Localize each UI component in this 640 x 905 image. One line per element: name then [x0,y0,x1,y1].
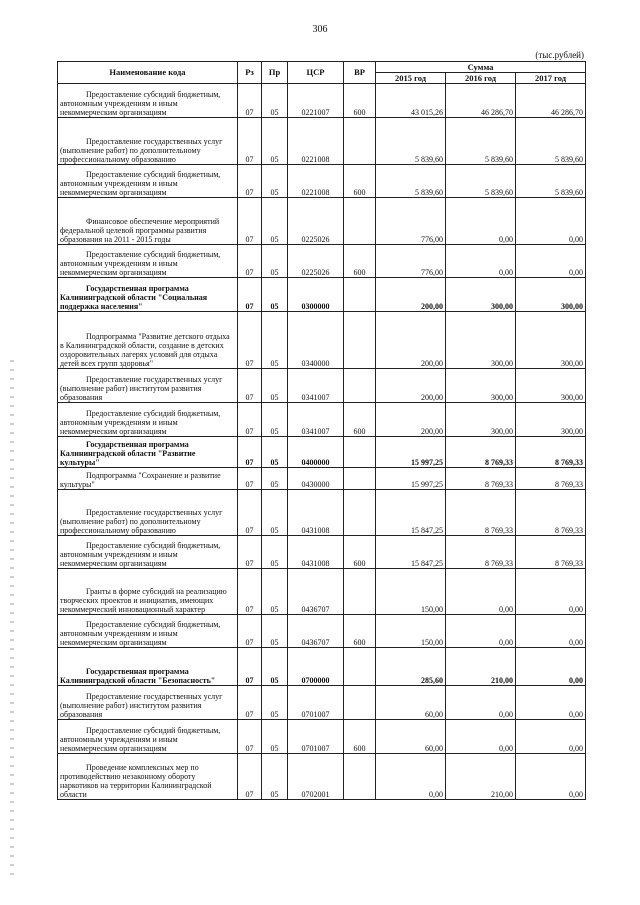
row-sum-2016: 300,00 [446,369,516,403]
row-pr: 05 [262,468,288,490]
table-row [58,468,586,490]
table-row [58,569,586,615]
row-csr: 0700000 [288,648,344,686]
row-sum-2015: 776,00 [376,245,446,278]
row-sum-2015: 200,00 [376,369,446,403]
row-vr [344,278,376,312]
row-rz: 07 [238,165,262,198]
row-sum-2017: 0,00 [516,198,586,245]
row-sum-2015: 150,00 [376,615,446,648]
row-rz: 07 [238,437,262,468]
header-2015: 2015 год [376,73,446,84]
row-csr: 0701007 [288,720,344,754]
table-row [58,720,586,754]
table-row [58,278,586,312]
row-vr [344,686,376,720]
row-rz: 07 [238,754,262,800]
row-sum-2015: 15 847,25 [376,490,446,536]
row-sum-2016: 0,00 [446,198,516,245]
row-sum-2016: 8 769,33 [446,490,516,536]
row-csr: 0340000 [288,312,344,369]
row-sum-2015: 200,00 [376,403,446,437]
header-2017: 2017 год [516,73,586,84]
row-pr: 05 [262,648,288,686]
header-vr: ВР [344,62,376,84]
row-csr: 0225026 [288,198,344,245]
row-vr [344,437,376,468]
row-sum-2015: 200,00 [376,278,446,312]
row-pr: 05 [262,369,288,403]
row-sum-2017: 0,00 [516,615,586,648]
row-pr: 05 [262,490,288,536]
row-rz: 07 [238,312,262,369]
row-csr: 0430000 [288,468,344,490]
row-vr [344,569,376,615]
row-sum-2015: 285,60 [376,648,446,686]
row-pr: 05 [262,686,288,720]
row-sum-2015: 150,00 [376,569,446,615]
row-sum-2015: 15 997,25 [376,437,446,468]
row-sum-2017: 0,00 [516,569,586,615]
table-row [58,648,586,686]
table-row [58,245,586,278]
row-csr: 0341007 [288,403,344,437]
row-rz: 07 [238,648,262,686]
table-row [58,490,586,536]
row-sum-2016: 0,00 [446,686,516,720]
table-row [58,536,586,569]
row-rz: 07 [238,615,262,648]
row-sum-2017: 5 839,60 [516,165,586,198]
row-sum-2016: 8 769,33 [446,437,516,468]
row-sum-2017: 46 286,70 [516,84,586,118]
row-csr: 0221008 [288,165,344,198]
table-row [58,84,586,118]
row-vr [344,312,376,369]
row-name: Предоставление субсидий бюджетным, автономным учреждениям и иным некоммерческим организациям [60,726,221,753]
row-rz: 07 [238,198,262,245]
row-csr: 0431008 [288,490,344,536]
row-sum-2015: 200,00 [376,312,446,369]
row-sum-2016: 0,00 [446,720,516,754]
row-name: Государственная программа Калининградской области "Безопасность" [60,667,216,685]
row-vr [344,754,376,800]
row-sum-2015: 60,00 [376,720,446,754]
row-rz: 07 [238,569,262,615]
row-sum-2017: 0,00 [516,245,586,278]
row-pr: 05 [262,118,288,165]
row-sum-2016: 210,00 [446,648,516,686]
row-pr: 05 [262,536,288,569]
row-pr: 05 [262,198,288,245]
row-sum-2017: 0,00 [516,686,586,720]
row-sum-2017: 0,00 [516,754,586,800]
row-name: Предоставление субсидий бюджетным, автономным учреждениям и иным некоммерческим организациям [60,620,221,647]
row-vr [344,648,376,686]
row-rz: 07 [238,278,262,312]
row-name: Предоставление государственных услуг (выполнение работ) институтом развития образования [60,692,223,719]
row-sum-2017: 0,00 [516,648,586,686]
table-row [58,198,586,245]
table-row [58,437,586,468]
row-rz: 07 [238,118,262,165]
row-rz: 07 [238,536,262,569]
row-rz: 07 [238,245,262,278]
row-name: Государственная программа Калининградской области "Развитие культуры" [60,440,196,467]
row-pr: 05 [262,312,288,369]
row-sum-2016: 5 839,60 [446,165,516,198]
row-name: Предоставление государственных услуг (выполнение работ) институтом развития образования [60,375,223,402]
row-sum-2016: 8 769,33 [446,536,516,569]
row-sum-2015: 776,00 [376,198,446,245]
row-csr: 0702001 [288,754,344,800]
row-vr [344,468,376,490]
units-label: (тыс.рублей) [535,50,584,60]
row-sum-2016: 210,00 [446,754,516,800]
row-pr: 05 [262,165,288,198]
header-csr: ЦСР [288,62,344,84]
header-2016: 2016 год [446,73,516,84]
row-name: Гранты в форме субсидий на реализацию творческих проектов и инициатив, имеющих некоммерческий инновационный характер [60,587,227,614]
row-vr: 600 [344,403,376,437]
row-vr: 600 [344,720,376,754]
row-vr [344,490,376,536]
row-name: Предоставление субсидий бюджетным, автономным учреждениям и иным некоммерческим организациям [60,541,221,568]
scan-margin-dots [10,360,14,880]
row-pr: 05 [262,720,288,754]
row-sum-2016: 5 839,60 [446,118,516,165]
row-sum-2015: 15 847,25 [376,536,446,569]
row-csr: 0221008 [288,118,344,165]
row-name: Государственная программа Калининградской области "Социальная поддержка населения" [60,284,208,311]
row-rz: 07 [238,468,262,490]
budget-table [57,61,586,800]
row-sum-2017: 300,00 [516,278,586,312]
table-row [58,686,586,720]
row-name: Предоставление государственных услуг (выполнение работ) по дополнительному профессиональному образованию [60,137,223,164]
header-name: Наименование кода [58,62,238,84]
row-csr: 0400000 [288,437,344,468]
row-sum-2015: 5 839,60 [376,165,446,198]
row-sum-2017: 8 769,33 [516,536,586,569]
row-pr: 05 [262,403,288,437]
row-sum-2016: 300,00 [446,403,516,437]
row-sum-2017: 300,00 [516,403,586,437]
row-rz: 07 [238,403,262,437]
row-rz: 07 [238,686,262,720]
row-vr: 600 [344,165,376,198]
row-sum-2017: 0,00 [516,720,586,754]
header-sum: Сумма [376,62,586,73]
header-pr: Пр [262,62,288,84]
row-name: Предоставление субсидий бюджетным, автономным учреждениям и иным некоммерческим организациям [60,250,221,277]
row-rz: 07 [238,490,262,536]
table-row [58,369,586,403]
row-csr: 0701007 [288,686,344,720]
row-sum-2015: 15 997,25 [376,468,446,490]
row-sum-2016: 300,00 [446,278,516,312]
row-name: Подпрограмма "Развитие детского отдыха в Калининградской области, создание в детских оздоровительных лагерях условий для отдыха детей всех групп здоровья" [60,332,230,368]
row-pr: 05 [262,437,288,468]
table-row [58,118,586,165]
row-name: Предоставление субсидий бюджетным, автономным учреждениям и иным некоммерческим организациям [60,90,221,117]
row-name: Проведение комплексных мер по противодействию незаконному обороту наркотиков на территории Калининградской области [60,763,212,799]
row-csr: 0436707 [288,569,344,615]
row-vr: 600 [344,84,376,118]
row-csr: 0221007 [288,84,344,118]
row-name: Предоставление субсидий бюджетным, автономным учреждениям и иным некоммерческим организациям [60,409,221,436]
row-vr: 600 [344,536,376,569]
row-pr: 05 [262,615,288,648]
table-row [58,165,586,198]
row-name: Подпрограмма "Сохранение и развитие культуры" [60,471,221,489]
row-rz: 07 [238,369,262,403]
row-csr: 0341007 [288,369,344,403]
row-csr: 0225026 [288,245,344,278]
row-sum-2016: 300,00 [446,312,516,369]
row-rz: 07 [238,720,262,754]
row-sum-2015: 60,00 [376,686,446,720]
row-sum-2016: 0,00 [446,615,516,648]
row-pr: 05 [262,84,288,118]
row-sum-2016: 0,00 [446,245,516,278]
row-rz: 07 [238,84,262,118]
row-sum-2017: 8 769,33 [516,437,586,468]
row-vr [344,369,376,403]
row-sum-2016: 0,00 [446,569,516,615]
row-sum-2015: 5 839,60 [376,118,446,165]
table-row [58,615,586,648]
row-sum-2017: 8 769,33 [516,490,586,536]
row-sum-2016: 8 769,33 [446,468,516,490]
table-row [58,754,586,800]
row-sum-2017: 8 769,33 [516,468,586,490]
row-sum-2015: 0,00 [376,754,446,800]
row-pr: 05 [262,278,288,312]
row-csr: 0300000 [288,278,344,312]
row-vr [344,198,376,245]
row-sum-2015: 43 015,26 [376,84,446,118]
table-row [58,312,586,369]
header-rz: Рз [238,62,262,84]
row-vr: 600 [344,245,376,278]
row-sum-2016: 46 286,70 [446,84,516,118]
row-sum-2017: 300,00 [516,369,586,403]
row-csr: 0431008 [288,536,344,569]
table-row [58,403,586,437]
page-number: 306 [312,24,328,35]
row-pr: 05 [262,754,288,800]
row-pr: 05 [262,245,288,278]
row-vr [344,118,376,165]
row-name: Предоставление субсидий бюджетным, автономным учреждениям и иным некоммерческим организациям [60,170,221,197]
row-csr: 0436707 [288,615,344,648]
row-vr: 600 [344,615,376,648]
row-name: Предоставление государственных услуг (выполнение работ) по дополнительному профессиональному образованию [60,508,223,535]
row-name: Финансовое обеспечение мероприятий федеральной целевой программы развития образования на 2011 - 2015 годы [60,217,220,244]
row-pr: 05 [262,569,288,615]
row-sum-2017: 300,00 [516,312,586,369]
row-sum-2017: 5 839,60 [516,118,586,165]
